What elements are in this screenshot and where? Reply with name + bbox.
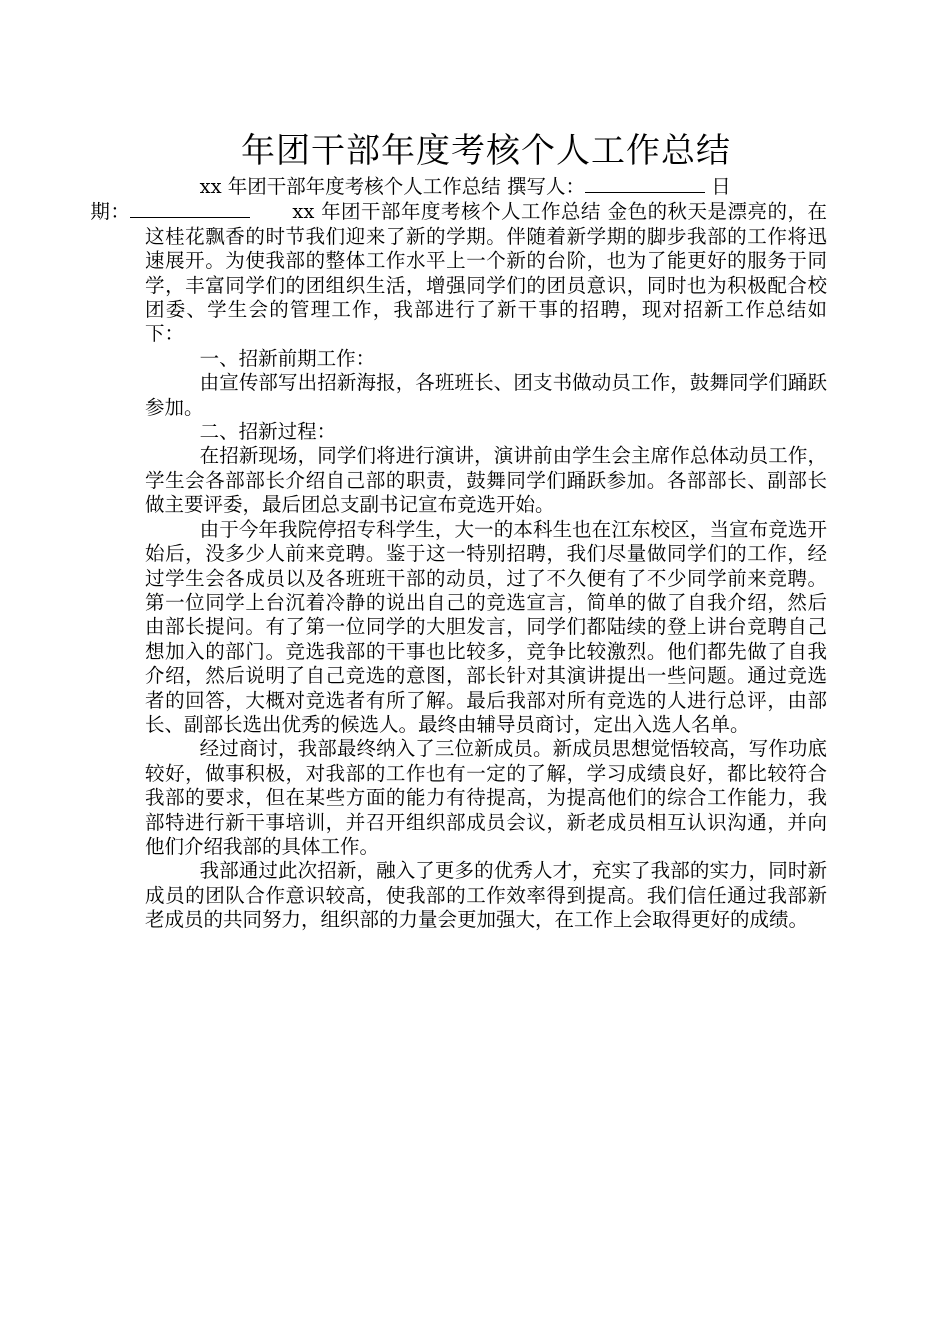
section1-body: 由宣传部写出招新海报，各班班长、团支书做动员工作，鼓舞同学们踊跃参加。 [145,371,827,419]
date-label-a: 日 [705,175,731,198]
intro-paragraph [90,174,827,347]
document-body [90,174,827,933]
document-title: 年团干部年度考核个人工作总结 [241,131,731,171]
date-label-b: 期： [90,200,131,224]
section2-paragraph-1: 在招新现场，同学们将进行演讲，演讲前由学生会主席作总体动员工作，学生会各部部长介绍自己部的职责，鼓舞同学们踊跃参加。各部部长、副部长做主要评委，最后团总支副书记宣布竞选开始。 [145,444,827,517]
conclusion-paragraph: 我部通过此次招新，融入了更多的优秀人才，充实了我部的实力，同时新成员的团队合作意识较高，使我部的工作效率得到提高。我们信任通过我部新老成员的共同努力，组织部的力量会更加强大，在工作上会取得更好的成绩。 [145,859,827,932]
section2-heading: 二、招新过程： [199,420,337,444]
author-blank [585,174,705,193]
section2-paragraph-2: 由于今年我院停招专科学生，大一的本科生也在江东校区，当宣布竞选开始后，没多少人前来竞聘。鉴于这一特别招聘，我们尽量做同学们的工作，经过学生会各成员以及各班班干部的动员，过了不久便有了不少同学前来竞聘。第一位同学上台沉着冷静的说出自己的竞选宣言，简单的做了自我介绍，然后由部长提问。有了第一位同学的大胆发言，同学们都陆续的登上讲台竞聘自己想加入的部门。竞选我部的干事也比较多，竞争比较激烈。他们都先做了自我介绍，然后说明了自己竞选的意图，部长针对其演讲提出一些问题。通过竞选者的回答，大概对竞选者有所了解。最后我部对所有竞选的人进行总评，由部长、副部长选出优秀的候选人。最终由辅导员商讨，定出入选人名单。 [145,517,827,736]
intro-rest: xx 年团干部年度考核个人工作总结 金色的秋天是漂亮的，在这桂花飘香的时节我们迎来了新的学期。伴随着新学期的脚步我部的工作将迅速展开。为使我部的整体工作水平上一个新的台阶，也为了能更好的服务于同学，丰富同学们的团组织生活，增强同学们的团员意识，同时也为积极配合校团委、学生会的管理工作，我部进行了新干事的招聘，现对招新工作总结如下： [145,200,827,346]
date-blank [130,199,250,218]
document-page [90,128,827,933]
section1-heading: 一、招新前期工作： [199,346,376,370]
section2-paragraph-3: 经过商讨，我部最终纳入了三位新成员。新成员思想觉悟较高，写作功底较好，做事积极，对我部的工作也有一定的了解，学习成绩良好，都比较符合我部的要求，但在某些方面的能力有待提高，为提高他们的综合工作能力，我部特进行新干事培训，并召开组织部成员会议，新老成员相互认识沟通，并向他们介绍我部的具体工作。 [145,737,827,858]
intro-lead: xx 年团干部年度考核个人工作总结 撰写人： [199,175,585,198]
